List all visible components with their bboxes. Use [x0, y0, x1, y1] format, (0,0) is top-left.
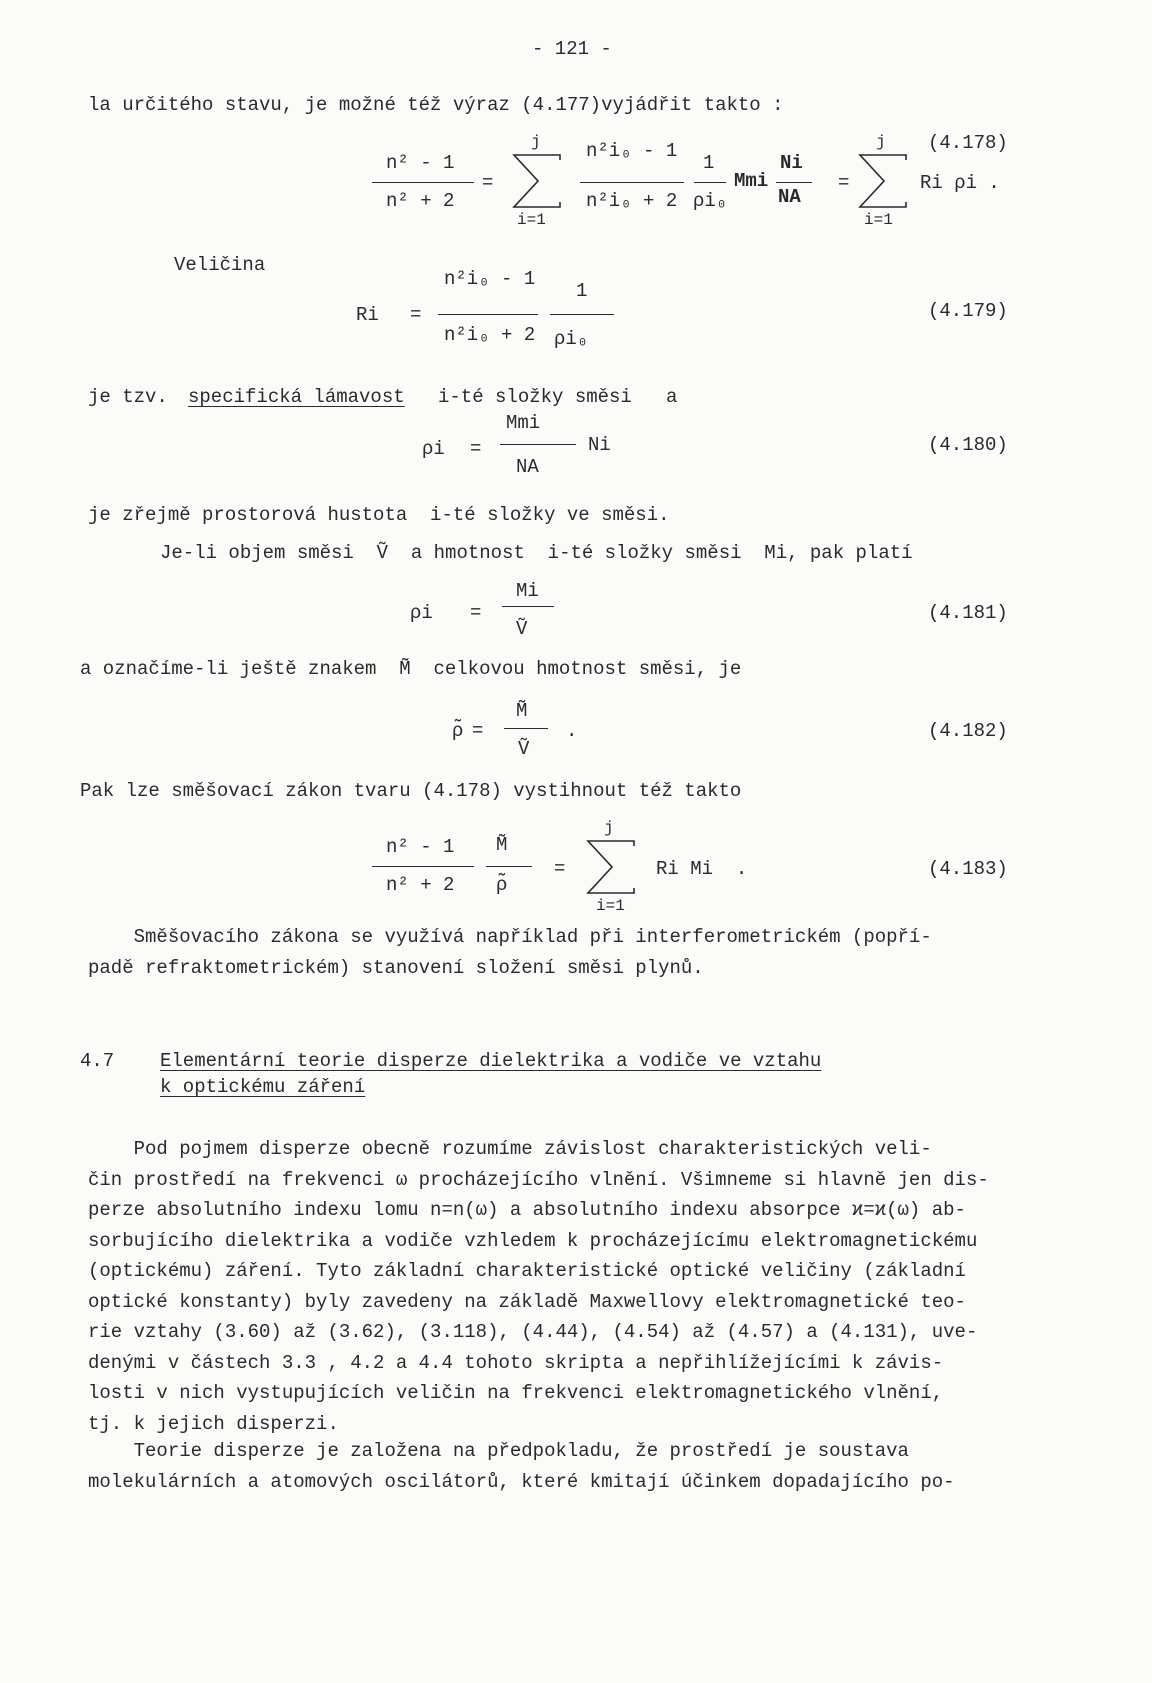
- paragraph-mixing-law-usage: [88, 922, 1076, 983]
- paragraph-dispersion-theory: [88, 1436, 1076, 1497]
- equals-sign: =: [410, 304, 422, 326]
- eq178-sum2-upper: j: [876, 133, 886, 151]
- eq183-lhs-denominator: n² + 2: [386, 874, 455, 896]
- eq182-lhs: ρ̃: [452, 720, 464, 742]
- equals-sign: =: [482, 172, 494, 194]
- eq179-frac2-numerator: 1: [576, 280, 588, 302]
- eq181-lhs: ρi: [410, 602, 433, 624]
- text-line: Pod pojmem disperze obecně rozumíme závislost charakteristických veli-: [88, 1138, 932, 1160]
- text-line: molekulárních a atomových oscilátorů, které kmitají účinkem dopadajícího po-: [88, 1470, 955, 1493]
- fraction-bar: [372, 866, 474, 867]
- fraction-bar: [504, 728, 548, 729]
- eq183-lhs-numerator: n² - 1: [386, 836, 455, 858]
- fraction-bar: [502, 606, 554, 607]
- eq180-lhs: ρi: [422, 438, 445, 460]
- eq180-denominator: NA: [516, 456, 539, 478]
- fraction-bar: [500, 444, 576, 445]
- equation-label: (4.179): [928, 300, 1008, 322]
- text-line: Směšovacího zákona se využívá například při interferometrickém (popří-: [88, 926, 932, 948]
- section-number: 4.7: [80, 1050, 115, 1072]
- fraction-bar: [486, 866, 532, 867]
- section-title-line-1: Elementární teorie disperze dielektrika a vodiče ve vztahu: [160, 1050, 822, 1072]
- eq179-frac1-numerator: n²i₀ - 1: [444, 268, 536, 290]
- fraction-bar: [694, 182, 726, 183]
- summation-icon: [586, 840, 636, 896]
- equation-label: (4.178): [928, 132, 1008, 154]
- eq182-numerator: M̃: [516, 700, 528, 722]
- eq183-sum-lower: i=1: [596, 897, 625, 915]
- density-line: je zřejmě prostorová hustota i-té složky ve směsi.: [88, 504, 670, 526]
- eq181-numerator: Mi: [516, 580, 539, 602]
- text-line: perze absolutního indexu lomu n=n(ω) a absolutního indexu absorpce ϰ=ϰ(ω) ab-: [88, 1199, 966, 1221]
- eq180-rhs: Ni: [588, 434, 611, 456]
- eq179-frac2-denominator: ρi₀: [554, 328, 589, 350]
- intro-line: la určitého stavu, je možné též výraz (4.177)vyjádřit takto :: [88, 94, 784, 116]
- eq178-frac2-denominator: n²i₀ + 2: [586, 190, 678, 212]
- total-mass-line: a označíme-li ještě znakem M̃ celkovou hmotnost směsi, je: [80, 658, 742, 680]
- text-line: optické konstanty) byly zavedeny na základě Maxwellovy elektromagnetické teo-: [88, 1290, 966, 1313]
- equals-sign: =: [838, 172, 850, 194]
- eq178-lhs-numerator: n² - 1: [386, 152, 455, 174]
- eq179-lhs: Ri: [356, 304, 379, 326]
- text-line: Teorie disperze je založena na předpokladu, že prostředí je soustava: [88, 1440, 909, 1462]
- eq178-sum1-upper: j: [531, 133, 541, 151]
- eq178-frac3-denominator: ρi₀: [693, 190, 728, 212]
- text-line: rie vztahy (3.60) až (3.62), (3.118), (4.44), (4.54) až (4.57) a (4.131), uve-: [88, 1321, 978, 1343]
- equals-sign: =: [554, 858, 566, 880]
- summation-icon: [512, 154, 562, 210]
- eq183-rhs: Ri Mi .: [656, 858, 748, 880]
- text-line: padě refraktometrickém) stanovení složení směsi plynů.: [88, 956, 704, 979]
- text-line: (optickému) záření. Tyto základní charakteristické optické veličiny (základní: [88, 1260, 966, 1282]
- equation-label: (4.181): [928, 602, 1008, 624]
- eq178-lhs-denominator: n² + 2: [386, 190, 455, 212]
- paragraph-dispersion: [88, 1134, 1076, 1439]
- period: .: [566, 720, 578, 742]
- fraction-bar: [550, 314, 614, 315]
- equals-sign: =: [472, 720, 484, 742]
- eq178-ni-numerator: Ni: [780, 152, 803, 174]
- eq178-frac3-numerator: 1: [703, 152, 715, 174]
- equation-label: (4.183): [928, 858, 1008, 880]
- text-line: čin prostředí na frekvenci ω procházejícího vlnění. Všimneme si hlavně jen dis-: [88, 1168, 989, 1191]
- fraction-bar: [580, 182, 684, 183]
- fraction-bar: [776, 182, 812, 183]
- eq183-rho-denominator: ρ̃: [496, 874, 508, 896]
- eq178-mmi: Mmi: [734, 170, 769, 192]
- text-line: losti v nich vystupujících veličin na frekvenci elektromagnetického vlnění,: [88, 1382, 944, 1404]
- summation-icon: [858, 154, 908, 210]
- eq178-rhs: Ri ρi .: [920, 172, 1000, 194]
- velicina-label: Veličina: [174, 254, 266, 276]
- eq183-sum-upper: j: [604, 819, 614, 837]
- text-line: denými v částech 3.3 , 4.2 a 4.4 tohoto skripta a nepřihlížejícími k závis-: [88, 1351, 944, 1374]
- fraction-bar: [372, 182, 474, 183]
- text-line: tj. k jejich disperzi.: [88, 1412, 339, 1435]
- eq179-frac1-denominator: n²i₀ + 2: [444, 324, 536, 346]
- eq182-denominator: Ṽ: [518, 738, 530, 760]
- term-specific-refraction: specifická lámavost: [188, 386, 405, 408]
- page-number: - 121 -: [532, 38, 612, 60]
- eq181-denominator: Ṽ: [516, 618, 528, 640]
- line-suffix: i-té složky směsi a: [438, 386, 678, 408]
- line-prefix: je tzv.: [88, 386, 168, 408]
- equals-sign: =: [470, 602, 482, 624]
- text-line: sorbujícího dielektrika a vodiče vzhledem k procházejícímu elektromagnetickému: [88, 1229, 978, 1252]
- section-title-line-2: k optickému záření: [160, 1076, 366, 1098]
- equals-sign: =: [470, 438, 482, 460]
- mixing-law-line: Pak lze směšovací zákon tvaru (4.178) vystihnout též takto: [80, 780, 742, 802]
- eq180-numerator: Mmi: [506, 412, 541, 434]
- eq178-frac2-numerator: n²i₀ - 1: [586, 140, 678, 162]
- equation-label: (4.182): [928, 720, 1008, 742]
- eq178-na-denominator: NA: [778, 186, 801, 208]
- eq183-m-numerator: M̃: [496, 834, 508, 856]
- eq178-sum1-lower: i=1: [517, 211, 546, 229]
- fraction-bar: [438, 314, 538, 315]
- eq178-sum2-lower: i=1: [864, 211, 893, 229]
- equation-label: (4.180): [928, 434, 1008, 456]
- volume-line: Je-li objem směsi Ṽ a hmotnost i-té složky směsi Mi, pak platí: [160, 542, 913, 564]
